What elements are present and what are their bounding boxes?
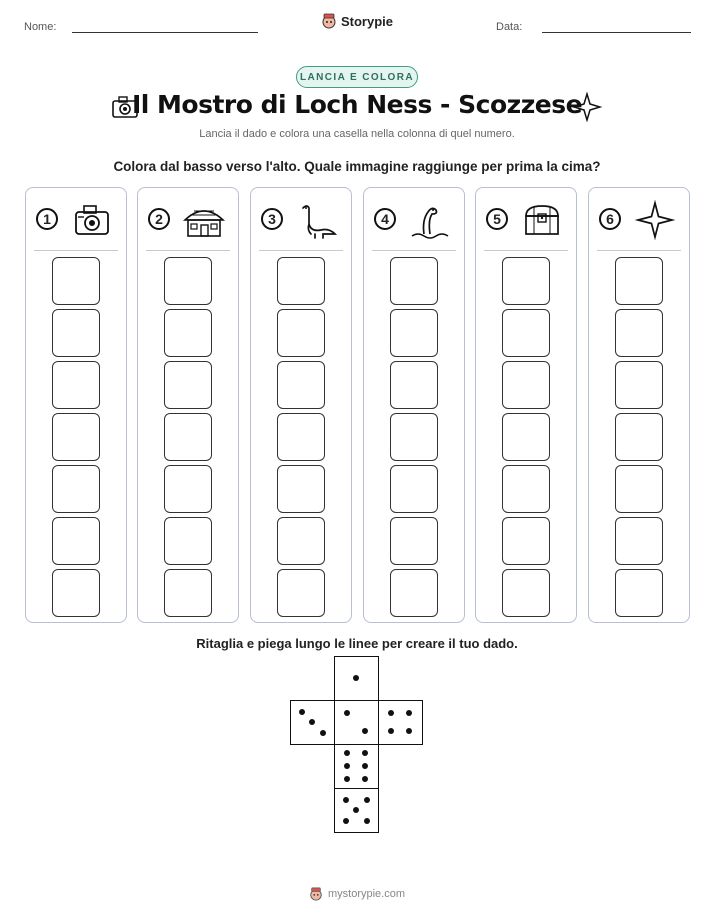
die-face-2: [334, 700, 379, 745]
color-cell[interactable]: [52, 257, 100, 305]
column-header: [138, 188, 238, 250]
color-cell[interactable]: [502, 361, 550, 409]
color-cell[interactable]: [52, 309, 100, 357]
die-pip: [388, 728, 394, 734]
die-pip: [343, 797, 349, 803]
cut-instruction: Ritaglia e piega lungo le linee per creare il tuo dado.: [196, 636, 518, 651]
color-cell[interactable]: [164, 361, 212, 409]
color-cell[interactable]: [390, 413, 438, 461]
color-cell[interactable]: [164, 413, 212, 461]
color-cell[interactable]: [277, 569, 325, 617]
die-pip: [362, 728, 368, 734]
color-cell[interactable]: [390, 465, 438, 513]
column-3: [250, 187, 352, 623]
column-number: 3: [261, 208, 283, 230]
color-cell[interactable]: [164, 257, 212, 305]
color-cell[interactable]: [52, 361, 100, 409]
color-cell[interactable]: [164, 465, 212, 513]
die-pip: [320, 730, 326, 736]
column-divider: [259, 250, 343, 251]
brand-logo: [0, 13, 714, 29]
die-pip: [362, 763, 368, 769]
die-pip: [344, 763, 350, 769]
column-number: 1: [36, 208, 58, 230]
die-pip: [353, 807, 359, 813]
die-pip: [362, 776, 368, 782]
color-cell[interactable]: [390, 309, 438, 357]
column-divider: [372, 250, 456, 251]
column-5: [475, 187, 577, 623]
color-cell[interactable]: [277, 257, 325, 305]
color-cell[interactable]: [502, 465, 550, 513]
color-cell[interactable]: [390, 257, 438, 305]
die-face-6: [334, 744, 379, 789]
column-divider: [484, 250, 568, 251]
die-pip: [406, 710, 412, 716]
name-label: Nome:: [24, 21, 57, 33]
die-face-3: [290, 700, 335, 745]
column-header: [251, 188, 351, 250]
color-cell[interactable]: [390, 569, 438, 617]
treasure-chest-icon: [520, 200, 564, 240]
die-pip: [364, 797, 370, 803]
color-cell[interactable]: [52, 465, 100, 513]
color-cell[interactable]: [390, 517, 438, 565]
color-cell[interactable]: [615, 569, 663, 617]
die-pip: [309, 719, 315, 725]
die-pip: [364, 818, 370, 824]
color-cell[interactable]: [502, 569, 550, 617]
die-face-4: [378, 700, 423, 745]
storypie-mascot-icon: [321, 13, 337, 29]
column-divider: [146, 250, 230, 251]
column-6: [588, 187, 690, 623]
game-instruction: Colora dal basso verso l'alto. Quale immagine raggiunge per prima la cima?: [113, 159, 601, 174]
color-cell[interactable]: [277, 361, 325, 409]
color-cell[interactable]: [277, 517, 325, 565]
column-number: 5: [486, 208, 508, 230]
color-cell[interactable]: [615, 413, 663, 461]
color-cell[interactable]: [390, 361, 438, 409]
die-pip: [406, 728, 412, 734]
color-cell[interactable]: [164, 569, 212, 617]
die-pip: [344, 750, 350, 756]
color-cell[interactable]: [502, 257, 550, 305]
camera-icon: [70, 200, 114, 240]
color-cell[interactable]: [615, 257, 663, 305]
die-pip: [344, 710, 350, 716]
color-cell[interactable]: [615, 309, 663, 357]
loch-ness-monster-icon: [408, 200, 452, 240]
date-line: [542, 32, 691, 33]
color-cell[interactable]: [164, 309, 212, 357]
column-header: [364, 188, 464, 250]
activity-badge: LANCIA E COLORA: [296, 66, 418, 88]
color-cell[interactable]: [615, 465, 663, 513]
column-divider: [34, 250, 118, 251]
footer: [0, 887, 714, 901]
column-4: [363, 187, 465, 623]
column-header: [589, 188, 689, 250]
color-cell[interactable]: [277, 465, 325, 513]
die-pip: [362, 750, 368, 756]
brand-name: Storypie: [340, 13, 393, 29]
date-label: Data:: [496, 21, 523, 33]
page-title: Il Mostro di Loch Ness - Scozzese: [131, 90, 583, 119]
column-2: [137, 187, 239, 623]
sparkle-icon: [572, 92, 602, 122]
die-face-5: [334, 788, 379, 833]
die-pip: [353, 675, 359, 681]
color-cell[interactable]: [52, 569, 100, 617]
column-number: 2: [148, 208, 170, 230]
color-cell[interactable]: [277, 309, 325, 357]
die-pip: [344, 776, 350, 782]
color-cell[interactable]: [277, 413, 325, 461]
color-cell[interactable]: [164, 517, 212, 565]
color-cell[interactable]: [52, 413, 100, 461]
column-header: [26, 188, 126, 250]
die-pip: [299, 709, 305, 715]
color-cell[interactable]: [615, 517, 663, 565]
column-divider: [597, 250, 681, 251]
sparkle-icon: [633, 200, 677, 240]
die-pip: [343, 818, 349, 824]
color-cell[interactable]: [502, 413, 550, 461]
storypie-mascot-icon: [309, 887, 323, 901]
column-number: 6: [599, 208, 621, 230]
column-1: [25, 187, 127, 623]
subtitle: Lancia il dado e colora una casella nella colonna di quel numero.: [199, 128, 515, 140]
die-pip: [388, 710, 394, 716]
footer-url: mystorypie.com: [327, 888, 406, 900]
dinosaur-icon: [295, 200, 339, 240]
color-cell[interactable]: [52, 517, 100, 565]
column-number: 4: [374, 208, 396, 230]
color-cell[interactable]: [502, 517, 550, 565]
column-header: [476, 188, 576, 250]
die-face-1: [334, 656, 379, 701]
color-cell[interactable]: [502, 309, 550, 357]
thatched-cottage-icon: [182, 200, 226, 240]
name-line: [72, 32, 258, 33]
color-cell[interactable]: [615, 361, 663, 409]
